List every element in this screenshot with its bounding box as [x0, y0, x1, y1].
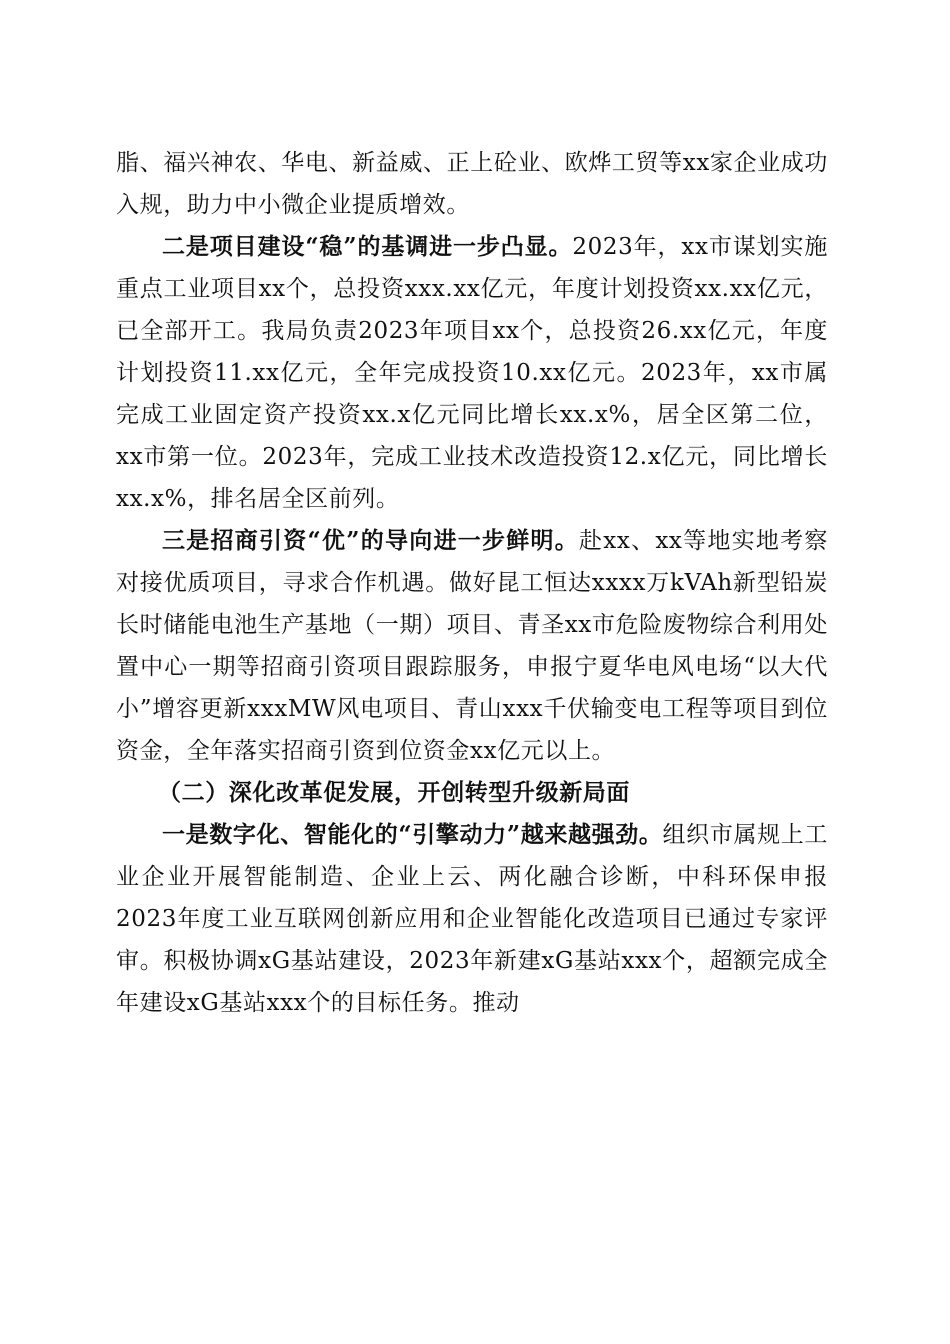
paragraph-text: 赴xx、xx等地实地考察对接优质项目，寻求合作机遇。做好昆工恒达xxxx万kVAh新型铅炭长时储能电池生产基地（一期）项目、青圣xx市危险废物综合利用处置中心一期等招商引资项目跟踪服务，申报宁夏华电风电场“以大代小”增容更新xxxMW风电项目、青山xxx千伏输变电工程等项目到位资金，全年落实招商引资到位资金xx亿元以上。 [116, 528, 828, 764]
paragraph-lead: 三是招商引资“优”的导向进一步鲜明。 [162, 527, 580, 554]
paragraph-investment-promotion [116, 520, 828, 772]
paragraph-digitalization [116, 814, 828, 1024]
paragraph-text: 脂、福兴神农、华电、新益威、正上砼业、欧烨工贸等xx家企业成功入规，助力中小微企业提质增效。 [116, 150, 828, 218]
paragraph-project-construction [116, 226, 828, 520]
paragraph-continuation [116, 142, 828, 226]
paragraph-text: 2023年，xx市谋划实施重点工业项目xx个，总投资xxx.xx亿元，年度计划投资xx.xx亿元，已全部开工。我局负责2023年项目xx个，总投资26.xx亿元，年度计划投资11.xx亿元，全年完成投资10.xx亿元。2023年，xx市属完成工业固定资产投资xx.x亿元同比增长xx.x%，居全区第二位，xx市第一位。2023年，完成工业技术改造投资12.x亿元，同比增长xx.x%，排名居全区前列。 [116, 234, 828, 512]
section-heading: （二）深化改革促发展，开创转型升级新局面 [158, 779, 630, 806]
paragraph-lead: 二是项目建设“稳”的基调进一步凸显。 [162, 233, 573, 260]
document-page [116, 142, 828, 1024]
paragraph-lead: 一是数字化、智能化的“引擎动力”越来越强劲。 [162, 821, 663, 848]
paragraph-text: 组织市属规上工业企业开展智能制造、企业上云、两化融合诊断，中科环保申报2023年度工业互联网创新应用和企业智能化改造项目已通过专家评审。积极协调xG基站建设，2023年新建xG基站xxx个，超额完成全年建设xG基站xxx个的目标任务。推动 [116, 822, 828, 1016]
